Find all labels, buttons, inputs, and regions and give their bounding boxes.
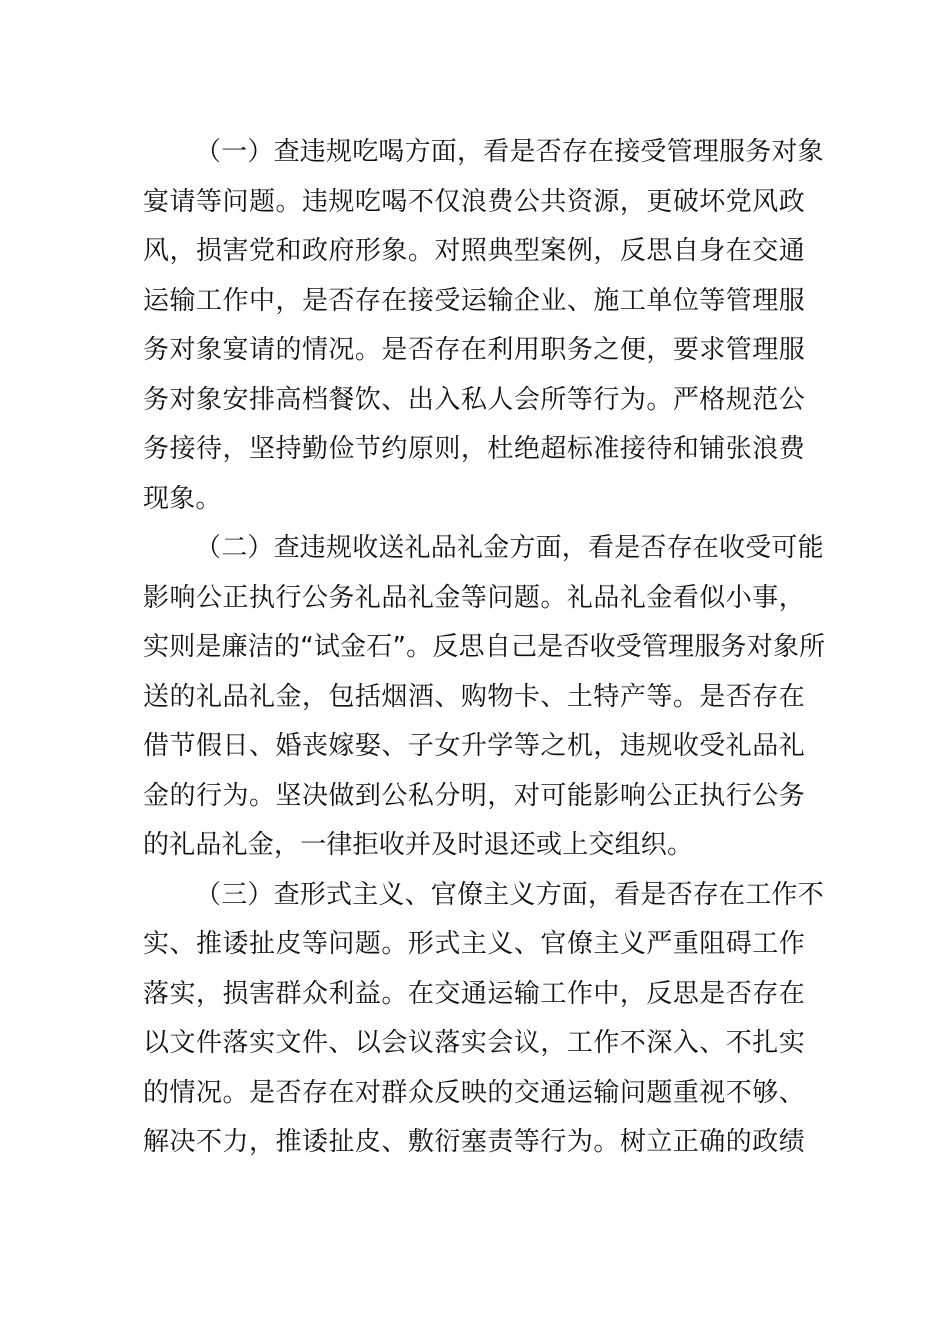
text-line: 借节假日、婚丧嫁娶、子女升学等之机，违规收受礼品礼 xyxy=(143,731,805,761)
text-line: 送的礼品礼金，包括烟酒、购物卡、土特产等。是否存在 xyxy=(143,681,805,712)
document-body xyxy=(143,128,826,1168)
paragraph-1 xyxy=(143,128,824,524)
paragraph-2 xyxy=(143,524,826,871)
text-line: 的礼品礼金，一律拒收并及时退还或上交组织。 xyxy=(143,830,694,860)
text-line: 务接待，坚持勤俭节约原则，杜绝超标准接待和铺张浪费 xyxy=(143,434,805,464)
text-line: 运输工作中，是否存在接受运输企业、施工单位等管理服 xyxy=(143,285,805,316)
paragraph-3 xyxy=(143,871,824,1168)
text-line: 解决不力，推诿扯皮、敷衍塞责等行为。树立正确的政绩 xyxy=(143,1127,805,1157)
text-line: 以文件落实文件、以会议落实会议，工作不深入、不扎实 xyxy=(143,1028,805,1058)
text-line: 务对象安排高档餐饮、出入私人会所等行为。严格规范公 xyxy=(143,384,805,415)
text-line: 的情况。是否存在对群众反映的交通运输问题重视不够、 xyxy=(143,1077,805,1108)
text-line: 风，损害党和政府形象。对照典型案例，反思自身在交通 xyxy=(143,236,805,266)
text-line: （三）查形式主义、官僚主义方面，看是否存在工作不 xyxy=(195,879,824,910)
text-line: 务对象宴请的情况。是否存在利用职务之便，要求管理服 xyxy=(143,335,805,365)
text-line: （二）查违规收送礼品礼金方面，看是否存在收受可能 xyxy=(195,533,824,563)
text-line: 实则是廉洁的“试金石”。反思自己是否收受管理服务对象所 xyxy=(143,632,826,662)
text-line: 宴请等问题。违规吃喝不仅浪费公共资源，更破坏党风政 xyxy=(143,186,805,217)
text-line: 落实，损害群众利益。在交通运输工作中，反思是否存在 xyxy=(143,978,805,1009)
text-line: 实、推诿扯皮等问题。形式主义、官僚主义严重阻碍工作 xyxy=(143,929,805,959)
text-line: 现象。 xyxy=(143,483,222,514)
text-line: 金的行为。坚决做到公私分明，对可能影响公正执行公务 xyxy=(143,780,805,811)
text-line: （一）查违规吃喝方面，看是否存在接受管理服务对象 xyxy=(195,137,824,167)
text-line: 影响公正执行公务礼品礼金等问题。礼品礼金看似小事， xyxy=(143,582,805,613)
